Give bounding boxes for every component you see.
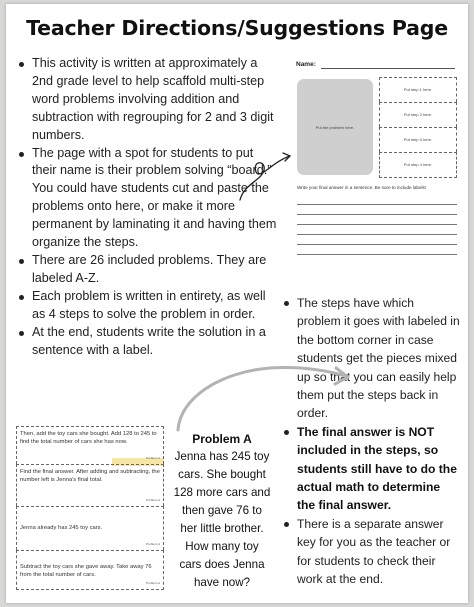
problem-line: her little brother.	[180, 522, 264, 535]
list-item: The page with a spot for students to put their name is their problem solving “board.” You could have students cut and paste the problems onto here, or make it more permanent by laminating it and having them organize the steps.	[18, 145, 280, 252]
list-item: There is a separate answer key for you as the teacher or for students to check their work at the end.	[283, 515, 461, 589]
problem-card	[168, 432, 276, 592]
step-piece-label: Problem A	[146, 456, 160, 460]
step-box: Put step 2 here.	[379, 102, 457, 127]
list-item: This activity is written at approximately a 2nd grade level to help scaffold multi-step word problems involving addition and subtraction with regrouping for 2 and 3 digit numbers.	[18, 55, 280, 145]
step-piece-text: Then, add the toy cars she bought. Add 128 to 245 to find the total number of cars she has now.	[20, 431, 157, 445]
problem-line: Jenna has 245 toy	[174, 450, 270, 463]
step-box: Put step 1 here.	[379, 77, 457, 102]
left-bullet-list	[18, 55, 280, 359]
problem-line: How many toy	[185, 540, 259, 553]
problem-line: cars. She bought	[178, 468, 266, 481]
list-item: The steps have which problem it goes with labeled in the bottom corner in case students get the pieces mixed up so that you can easily help them put the steps back in order.	[283, 294, 461, 423]
problem-box	[297, 79, 373, 175]
page-title: Teacher Directions/Suggestions Page	[26, 16, 448, 40]
answer-instruction: Write your final answer in a sentence. Be sure to include labels!	[297, 185, 427, 190]
list-item: Each problem is written in entirety, as well as 4 steps to solve the problem in order.	[18, 288, 280, 324]
problem-line: have now?	[193, 576, 251, 589]
step-piece-label: Problem A	[146, 498, 160, 502]
worksheet-preview	[291, 57, 463, 275]
answer-line	[297, 204, 457, 205]
step-box: Put step 4 here.	[379, 152, 457, 178]
right-bullet-list	[283, 294, 461, 589]
problem-line: then gave 76 to	[182, 504, 262, 517]
list-item: The final answer is NOT included in the steps, so students still have to do the actual math to determine the final answer.	[283, 423, 461, 515]
problem-line: cars does Jenna	[179, 558, 265, 571]
answer-line	[297, 254, 457, 255]
problem-line: 128 more cars and	[173, 486, 271, 499]
step-box: Put step 3 here.	[379, 127, 457, 152]
answer-line	[297, 234, 457, 235]
step-pieces	[16, 426, 166, 594]
list-item: At the end, students write the solution in a sentence with a label.	[18, 324, 280, 360]
problem-title: Problem A	[192, 432, 252, 446]
step-piece-text: Subtract the toy cars she gave away. Take away 76 from the total number of cars.	[20, 564, 152, 578]
step-piece	[16, 506, 164, 550]
step-piece	[16, 464, 164, 506]
steps-column	[379, 77, 457, 181]
step-piece	[16, 550, 164, 590]
step-piece-text: Jenna already has 245 toy cars.	[20, 525, 103, 531]
step-piece-text: Find the final answer. After adding and subtracting, the number left is Jenna's final total.	[20, 469, 160, 483]
answer-line	[297, 244, 457, 245]
name-label: Name:	[296, 61, 316, 68]
list-item: There are 26 included problems. They are labeled A-Z.	[18, 252, 280, 288]
name-line	[321, 68, 455, 69]
step-piece-label: Problem A	[146, 542, 160, 546]
answer-line	[297, 224, 457, 225]
problem-box-label: Put the problem here.	[315, 125, 355, 130]
step-piece	[16, 426, 164, 464]
example-problem-card	[10, 422, 274, 603]
answer-line	[297, 214, 457, 215]
step-piece-label: Problem A	[146, 581, 160, 585]
